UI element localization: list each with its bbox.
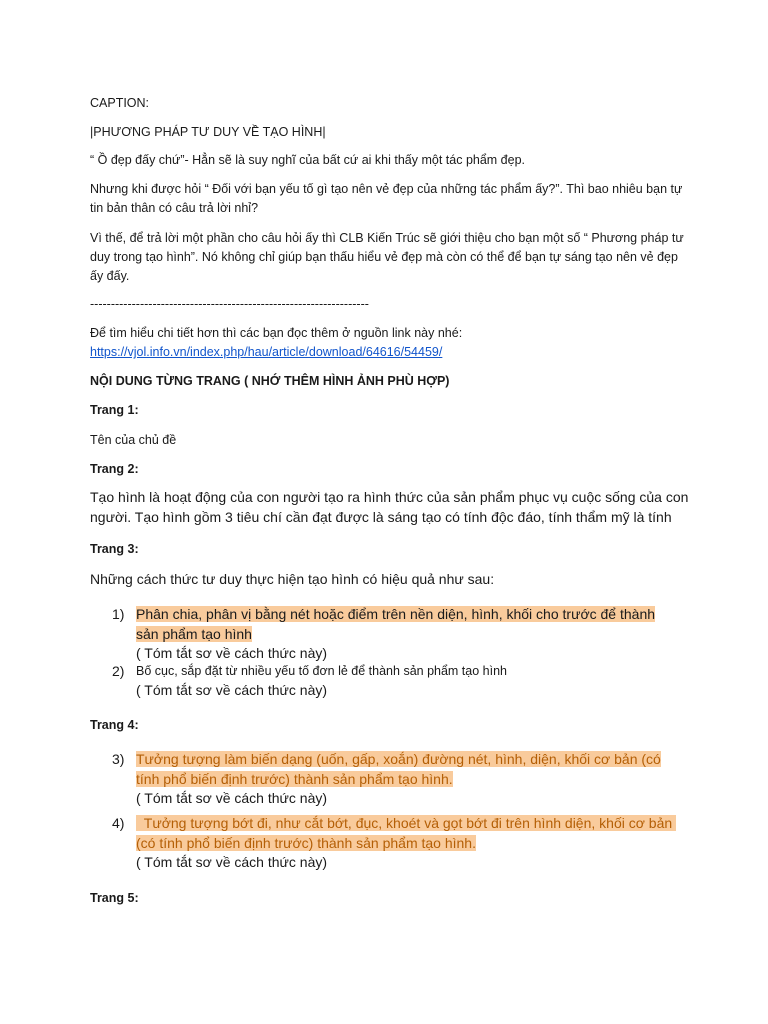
list-item-number: 1) <box>112 606 125 622</box>
source-link-line <box>90 343 690 362</box>
list-item-note: ( Tóm tắt sơ về cách thức này) <box>136 854 328 870</box>
list-item-text: Tưởng tượng bớt đi, như cắt bớt, đục, khoét và gọt bớt đi trên hình diện, khối cơ bản (có tính phổ biến định trước) thành sản phẩm tạo hình. <box>136 815 677 851</box>
intro-paragraph-3: Vì thế, để trả lời một phần cho câu hỏi ấy thì CLB Kiến Trúc sẽ giới thiệu cho bạn một số “ Phương pháp tư duy trong tạo hình”. Nó không chỉ giúp bạn thấu hiểu vẻ đẹp mà còn có thể để bạn tự sáng tạo nên vẻ đẹp ấy đấy. <box>90 231 684 283</box>
list-item-note: ( Tóm tắt sơ về cách thức này) <box>136 682 328 698</box>
list-item-body <box>136 814 676 873</box>
intro-paragraph-2: Nhưng khi được hỏi “ Đối với bạn yếu tố gì tạo nên vẻ đẹp của những tác phẩm ấy?”. Thì bao nhiêu bạn tự tin bản thân có câu trả lời nhỉ? <box>90 182 683 215</box>
link-intro: Để tìm hiểu chi tiết hơn thì các bạn đọc thêm ở nguồn link này nhé: <box>90 326 463 340</box>
page-4-label: Trang 4: <box>90 718 139 732</box>
document-heading: |PHƯƠNG PHÁP TƯ DUY VỀ TẠO HÌNH| <box>90 125 326 139</box>
list-item-text: Bố cục, sắp đặt từ nhiều yếu tố đơn lẻ để thành sản phẩm tạo hình <box>136 664 507 678</box>
list-item-number: 4) <box>112 815 125 831</box>
divider: ------------------------------------------------------------------- <box>90 297 369 311</box>
intro-paragraph-1: “ Ồ đẹp đấy chứ”- Hẳn sẽ là suy nghĩ của bất cứ ai khi thấy một tác phẩm đẹp. <box>90 153 526 167</box>
list-item-note: ( Tóm tắt sơ về cách thức này) <box>136 790 328 806</box>
page-1-label: Trang 1: <box>90 403 139 417</box>
page-2-text: Tạo hình là hoạt động của con người tạo ra hình thức của sản phẩm phục vụ cuộc sống của con người. Tạo hình gồm 3 tiêu chí cần đạt được là sáng tạo có tính độc đáo, tính thẩm mỹ là tính <box>90 489 689 525</box>
list-item-body <box>136 605 676 664</box>
page-5-label: Trang 5: <box>90 891 139 905</box>
page-3-label: Trang 3: <box>90 542 139 556</box>
page-3-text: Những cách thức tư duy thực hiện tạo hình có hiệu quả như sau: <box>90 571 495 587</box>
list-item-note: ( Tóm tắt sơ về cách thức này) <box>136 645 328 661</box>
page-1-text: Tên của chủ đề <box>90 433 177 447</box>
list-item-text: Tưởng tượng làm biến dạng (uốn, gấp, xoắn) đường nét, hình, diện, khối cơ bản (có tính phổ biến định trước) thành sản phẩm tạo hình. <box>136 751 661 787</box>
content-heading: NỘI DUNG TỪNG TRANG ( NHỚ THÊM HÌNH ẢNH PHÙ HỢP) <box>90 374 450 388</box>
list-item-number: 3) <box>112 751 125 767</box>
caption-label: CAPTION: <box>90 96 150 110</box>
source-link[interactable]: https://vjol.info.vn/index.php/hau/article/download/64616/54459/ <box>90 345 443 359</box>
list-item-body <box>136 662 676 701</box>
list-item-text: Phân chia, phân vị bằng nét hoặc điểm trên nền diện, hình, khối cho trước để thành sản phẩm tạo hình <box>136 606 656 642</box>
page-2-label: Trang 2: <box>90 462 139 476</box>
list-item-body <box>136 750 676 809</box>
list-item-number: 2) <box>112 663 125 679</box>
